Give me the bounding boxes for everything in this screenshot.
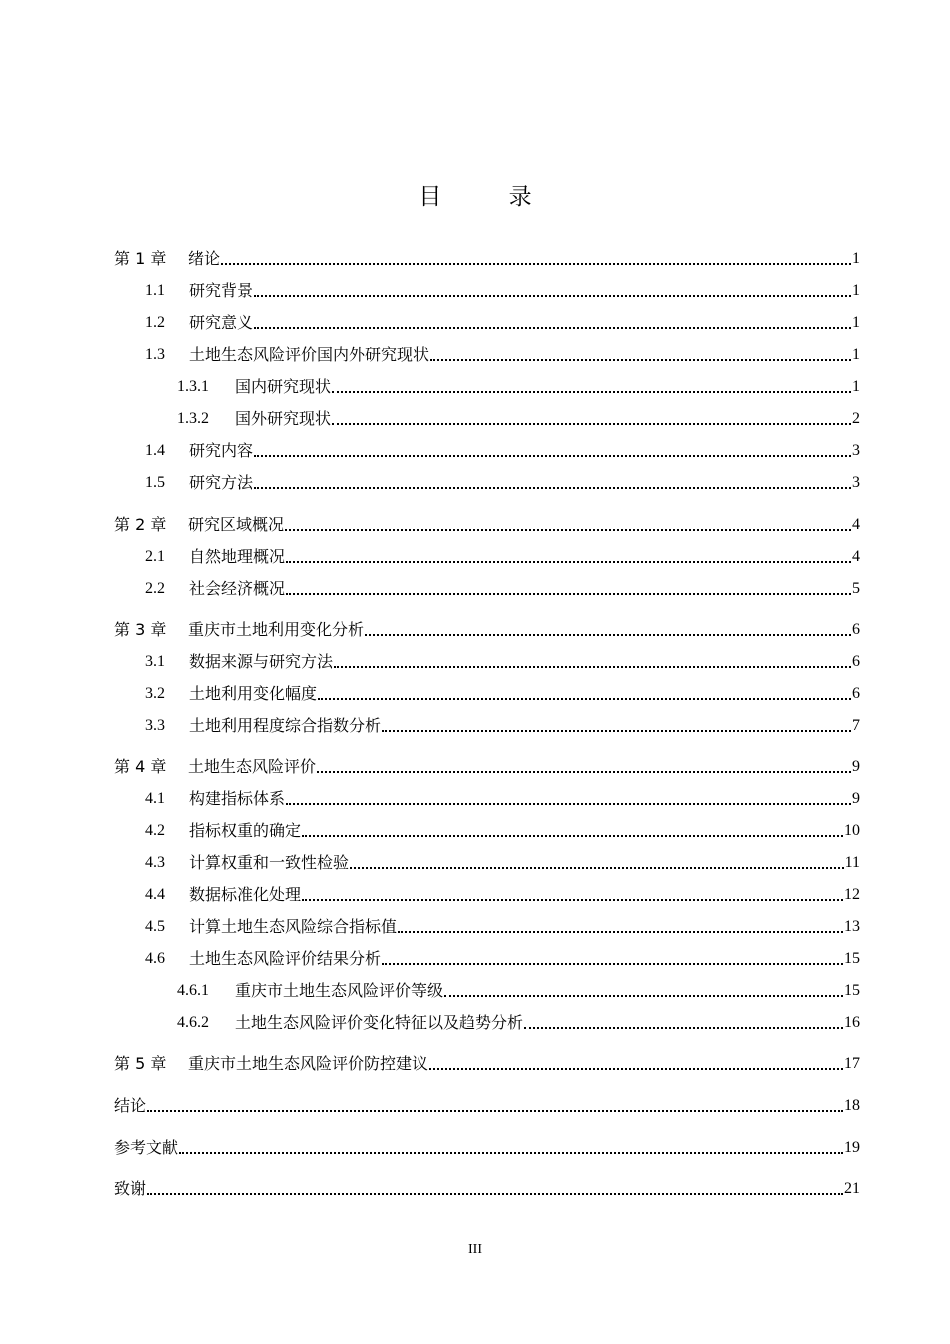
dot-leader: [286, 593, 851, 595]
toc-entry-page: 18: [844, 1097, 860, 1114]
toc-section-entry[interactable]: [114, 402, 860, 430]
dot-leader: [318, 698, 851, 700]
dot-leader: [332, 423, 851, 425]
dot-leader: [430, 359, 851, 361]
toc-entry-page: 1: [852, 314, 860, 331]
toc-section-entry[interactable]: [114, 466, 860, 494]
toc-entry-number: 第 3 章: [114, 620, 167, 639]
toc-section-entry[interactable]: [114, 677, 860, 705]
toc-entry-page: 4: [852, 516, 860, 533]
toc-entry-page: 19: [844, 1139, 860, 1156]
toc-entry-label: 研究内容: [189, 441, 254, 460]
toc-entry-label: 研究背景: [189, 281, 254, 300]
dot-leader: [429, 1068, 843, 1070]
toc-entry-number: 1.1: [145, 282, 165, 299]
toc-entry-label: 重庆市土地生态风险评价防控建议: [188, 1054, 429, 1073]
dot-leader: [332, 391, 851, 393]
toc-entry-page: 13: [844, 918, 860, 935]
toc-section-entry[interactable]: [114, 274, 860, 302]
dot-leader: [221, 263, 851, 265]
toc-entry-page: 17: [844, 1055, 860, 1072]
toc-chapter-entry[interactable]: [114, 1172, 860, 1200]
toc-entry-page: 7: [852, 717, 860, 734]
dot-leader: [147, 1110, 843, 1112]
toc-entry-number: 3.1: [145, 653, 165, 670]
toc-entry-number: 1.3.1: [177, 378, 209, 395]
toc-entry-number: 4.6.2: [177, 1014, 209, 1031]
toc-entry-label: 指标权重的确定: [189, 821, 302, 840]
toc-entry-page: 3: [852, 474, 860, 491]
toc-entry-page: 15: [844, 982, 860, 999]
toc-entry-label: 绪论: [188, 249, 221, 268]
toc-entry-page: 15: [844, 950, 860, 967]
toc-chapter-entry[interactable]: [114, 1089, 860, 1117]
toc-entry-page: 10: [844, 822, 860, 839]
dot-leader: [524, 1027, 843, 1029]
toc-entry-label: 研究方法: [189, 473, 254, 492]
toc-entry-label: 土地生态风险评价结果分析: [189, 949, 382, 968]
dot-leader: [398, 931, 843, 933]
toc-section-entry[interactable]: [114, 709, 860, 737]
dot-leader: [382, 963, 843, 965]
toc-section-entry[interactable]: [114, 572, 860, 600]
toc-section-entry[interactable]: [114, 338, 860, 366]
dot-leader: [365, 634, 851, 636]
dot-leader: [317, 771, 851, 773]
toc-entry-page: 21: [844, 1180, 860, 1197]
dot-leader: [302, 835, 843, 837]
toc-entry-label: 研究意义: [189, 313, 254, 332]
toc-entry-label: 参考文献: [114, 1138, 179, 1157]
dot-leader: [444, 995, 843, 997]
dot-leader: [286, 803, 851, 805]
dot-leader: [179, 1152, 843, 1154]
toc-entry-label: 结论: [114, 1096, 147, 1115]
toc-entry-number: 第 1 章: [114, 249, 167, 268]
toc-entry-number: 第 2 章: [114, 515, 167, 534]
toc-entry-number: 第 4 章: [114, 757, 167, 776]
toc-entry-number: 3.3: [145, 717, 165, 734]
toc-entry-page: 12: [844, 886, 860, 903]
dot-leader: [350, 867, 844, 869]
toc-entry-label: 数据来源与研究方法: [189, 652, 334, 671]
dot-leader: [147, 1193, 843, 1195]
toc-entry-page: 6: [852, 685, 860, 702]
toc-entry-number: 1.3.2: [177, 410, 209, 427]
toc-entry-label: 土地生态风险评价变化特征以及趋势分析: [235, 1013, 524, 1032]
dot-leader: [285, 529, 851, 531]
toc-section-entry[interactable]: [114, 814, 860, 842]
toc-entry-page: 9: [852, 758, 860, 775]
dot-leader: [254, 455, 851, 457]
toc-section-entry[interactable]: [114, 846, 860, 874]
toc-entry-label: 研究区域概况: [188, 515, 285, 534]
toc-entry-number: 4.2: [145, 822, 165, 839]
toc-entry-label: 自然地理概况: [189, 547, 286, 566]
toc-entry-page: 5: [852, 580, 860, 597]
toc-entry-label: 土地利用程度综合指数分析: [189, 716, 382, 735]
dot-leader: [334, 666, 851, 668]
toc-entry-page: 1: [852, 250, 860, 267]
toc-entry-number: 2.1: [145, 548, 165, 565]
toc-title-char-1: 目: [418, 184, 442, 210]
toc-entry-page: 6: [852, 621, 860, 638]
dot-leader: [286, 561, 851, 563]
toc-title-char-2: 录: [508, 184, 532, 210]
toc-entry-number: 4.6.1: [177, 982, 209, 999]
dot-leader: [254, 487, 851, 489]
toc-entry-number: 1.4: [145, 442, 165, 459]
toc-entry-label: 计算土地生态风险综合指标值: [189, 917, 398, 936]
toc-entry-number: 4.3: [145, 854, 165, 871]
toc-entry-number: 4.4: [145, 886, 165, 903]
toc-section-entry[interactable]: [114, 974, 860, 1002]
toc-chapter-entry[interactable]: [114, 1131, 860, 1159]
toc-entry-number: 4.6: [145, 950, 165, 967]
toc-entry-number: 2.2: [145, 580, 165, 597]
toc-section-entry[interactable]: [114, 645, 860, 673]
toc-section-entry[interactable]: [114, 942, 860, 970]
toc-entry-label: 计算权重和一致性检验: [189, 853, 350, 872]
toc-entry-number: 1.2: [145, 314, 165, 331]
toc-chapter-entry[interactable]: [114, 613, 860, 641]
toc-entry-label: 重庆市土地生态风险评价等级: [235, 981, 444, 1000]
dot-leader: [302, 899, 843, 901]
toc-section-entry[interactable]: [114, 1006, 860, 1034]
toc-entry-number: 4.1: [145, 790, 165, 807]
toc-entry-number: 3.2: [145, 685, 165, 702]
toc-section-entry[interactable]: [114, 370, 860, 398]
toc-entry-label: 国外研究现状: [235, 409, 332, 428]
toc-entry-label: 构建指标体系: [189, 789, 286, 808]
dot-leader: [254, 295, 851, 297]
toc-entry-label: 国内研究现状: [235, 377, 332, 396]
toc-entry-page: 1: [852, 346, 860, 363]
toc-entry-page: 11: [844, 854, 860, 871]
toc-entry-label: 土地生态风险评价国内外研究现状: [189, 345, 430, 364]
toc-entry-label: 致谢: [114, 1179, 147, 1198]
toc-chapter-entry[interactable]: [114, 750, 860, 778]
toc-entry-label: 社会经济概况: [189, 579, 286, 598]
dot-leader: [382, 730, 851, 732]
toc-chapter-entry[interactable]: [114, 508, 860, 536]
toc-entry-number: 4.5: [145, 918, 165, 935]
toc-section-entry[interactable]: [114, 910, 860, 938]
toc-section-entry[interactable]: [114, 306, 860, 334]
toc-entry-page: 2: [852, 410, 860, 427]
toc-title: [0, 178, 950, 211]
toc-section-entry[interactable]: [114, 434, 860, 462]
toc-entry-page: 1: [852, 282, 860, 299]
toc-entry-number: 1.5: [145, 474, 165, 491]
toc-entry-page: 16: [844, 1014, 860, 1031]
toc-chapter-entry[interactable]: [114, 1047, 860, 1075]
toc-entry-page: 6: [852, 653, 860, 670]
toc-section-entry[interactable]: [114, 878, 860, 906]
toc-entry-number: 第 5 章: [114, 1054, 167, 1073]
toc-entry-number: 1.3: [145, 346, 165, 363]
toc-entry-label: 土地利用变化幅度: [189, 684, 318, 703]
toc-entry-label: 重庆市土地利用变化分析: [188, 620, 365, 639]
dot-leader: [254, 327, 851, 329]
page-number: III: [468, 1242, 482, 1257]
toc-entry-page: 1: [852, 378, 860, 395]
toc-section-entry[interactable]: [114, 540, 860, 568]
toc-entry-label: 数据标准化处理: [189, 885, 302, 904]
toc-chapter-entry[interactable]: [114, 242, 860, 270]
toc-entry-label: 土地生态风险评价: [188, 757, 317, 776]
toc-entry-page: 3: [852, 442, 860, 459]
toc-entry-page: 4: [852, 548, 860, 565]
toc-entry-page: 9: [852, 790, 860, 807]
toc-section-entry[interactable]: [114, 782, 860, 810]
